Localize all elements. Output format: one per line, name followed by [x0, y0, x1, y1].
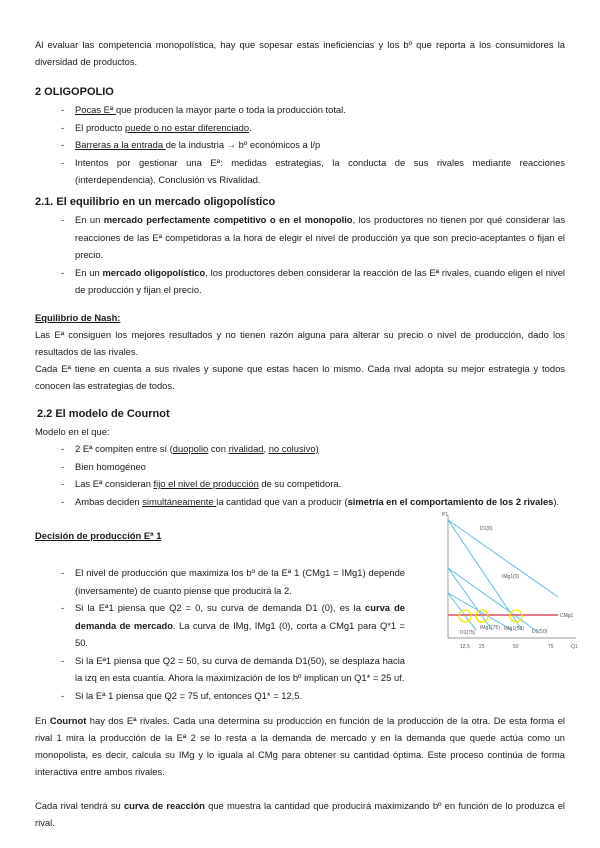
tick-label: 25 — [479, 644, 485, 650]
list-item: - En un mercado perfectamente competitivo o en el monopolio, los productores no tienen por qué considerar las reacciones de las Eª competidoras a la hora de elegir el nivel de producción ya que son precio-aceptantes o fijan el precio. — [35, 211, 565, 264]
paragraph: Modelo en el que: — [35, 426, 110, 437]
list-item: - Si la Eª1 piensa que Q2 = 50, su curva de demanda D1(50), se desplaza hacia la izq en esta cuantía. Ahora la maximización de los bº implican un Q1* = 25 uf. — [35, 652, 405, 687]
paragraph: En Cournot hay dos Eª rivales. Cada una determina su producción en función de la producción de la otra. De esta forma el rival 1 mira la producción de la Eª 2 se lo resta a la demanda de mercado y en la demanda que quede actúa como un monopolista, es decir, calcula su IMg y lo iguala al CMg para obtener su cantidad óptima. Este proceso continúa de forma interactiva entre ambos rivales. — [35, 715, 565, 777]
y-axis-label: P1 — [442, 512, 449, 518]
section-decision — [35, 527, 405, 704]
list-item: - El producto puede o no estar diferenciado. — [35, 119, 565, 137]
curve-label: IMg1(75) — [480, 625, 501, 631]
list-item: - Si la Eª1 piensa que Q2 = 0, su curva de demanda D1 (0), es la curva de demanda de mercado. La curva de IMg, IMg1 (0), corta a CMg1 para Q*1 = 50. — [35, 599, 405, 652]
list-item: - Barreras a la entrada de la industria → bº económicos a l/p — [35, 136, 565, 154]
cournot-figure — [430, 510, 580, 655]
intro-paragraph: Al evaluar las competencia monopolística, hay que sopesar estas ineficiencias y los bº que reporta a los consumidores la diversidad de productos. — [35, 39, 565, 67]
subsection-title: Decisión de producción Eª 1 — [35, 530, 162, 541]
subsection-title: Equilibrio de Nash: — [35, 312, 121, 323]
curve-label: D1(50) — [532, 629, 548, 635]
list-item: - Pocas Eª que producen la mayor parte o toda la producción total. — [35, 101, 565, 119]
paragraph: Las Eª consiguen los mejores resultados y no tienen razón alguna para alterar su precio o nivel de producción, dado los resultados de las rivales. — [35, 329, 565, 357]
section-cournot-summary — [35, 712, 565, 831]
list-item: - Las Eª consideran fijo el nivel de producción de su competidora. — [35, 475, 565, 493]
tick-label: 50 — [513, 644, 519, 650]
section-title: 2.2 El modelo de Cournot — [37, 408, 170, 420]
list-item: - En un mercado oligopolístico, los productores deben considerar la reacción de las Eª rivales, cuando eligen el nivel de producción y fijan el precio. — [35, 264, 565, 299]
curve-label: D1(0) — [480, 526, 493, 532]
section-cournot-model — [35, 406, 565, 510]
demand-curve-d0 — [448, 520, 558, 597]
list-item: - Bien homogéneo — [35, 458, 565, 476]
list-item: - Intentos por gestionar una Eª: medidas estrategias, la conducta de sus rivales mediante reacciones (interdependencia). Conclusión vs Rivalidad. — [35, 154, 565, 189]
section-oligopolio — [35, 84, 565, 189]
curve-label: IMg1(50) — [504, 626, 525, 632]
tick-label: 12,5 — [460, 644, 470, 650]
list-item: - Si la Eª 1 piensa que Q2 = 75 uf, entonces Q1* = 12,5. — [35, 687, 405, 705]
list-item: - El nivel de producción que maximiza los bº de la Eª 1 (CMg1 = IMg1) depende (inversamente) de cuanto piense que producirá la 2. — [35, 564, 405, 599]
section-title: 2.1. El equilibrio en un mercado oligopolístico — [35, 196, 276, 208]
curve-label: CMg1 — [560, 613, 574, 619]
paragraph: Cada rival tendrá su curva de reacción que muestra la cantidad que producirá maximizando bº en función de lo produzca el rival. — [35, 800, 565, 828]
section-equilibrio — [35, 194, 565, 299]
paragraph: Cada Eª tiene en cuenta a sus rivales y supone que estas hacen lo mismo. Cada rival adopta su mejor estrategia y todos conocen las estrategias de todos. — [35, 363, 565, 391]
list-item: - Ambas deciden simultáneamente la cantidad que van a producir (simetría en el comportamiento de los 2 rivales). — [35, 493, 565, 511]
list-item: - 2 Eª compiten entre sí (duopolio con rivalidad, no colusivo) — [35, 440, 565, 458]
tick-label: 75 — [548, 644, 554, 650]
x-axis-label: Q1 — [571, 644, 578, 650]
curve-label: D1(75) — [460, 630, 476, 636]
demand-curve-d50 — [448, 568, 538, 632]
curve-label: IMg1(0) — [502, 574, 520, 580]
section-nash — [35, 309, 565, 394]
section-title: 2 OLIGOPOLIO — [35, 86, 114, 98]
